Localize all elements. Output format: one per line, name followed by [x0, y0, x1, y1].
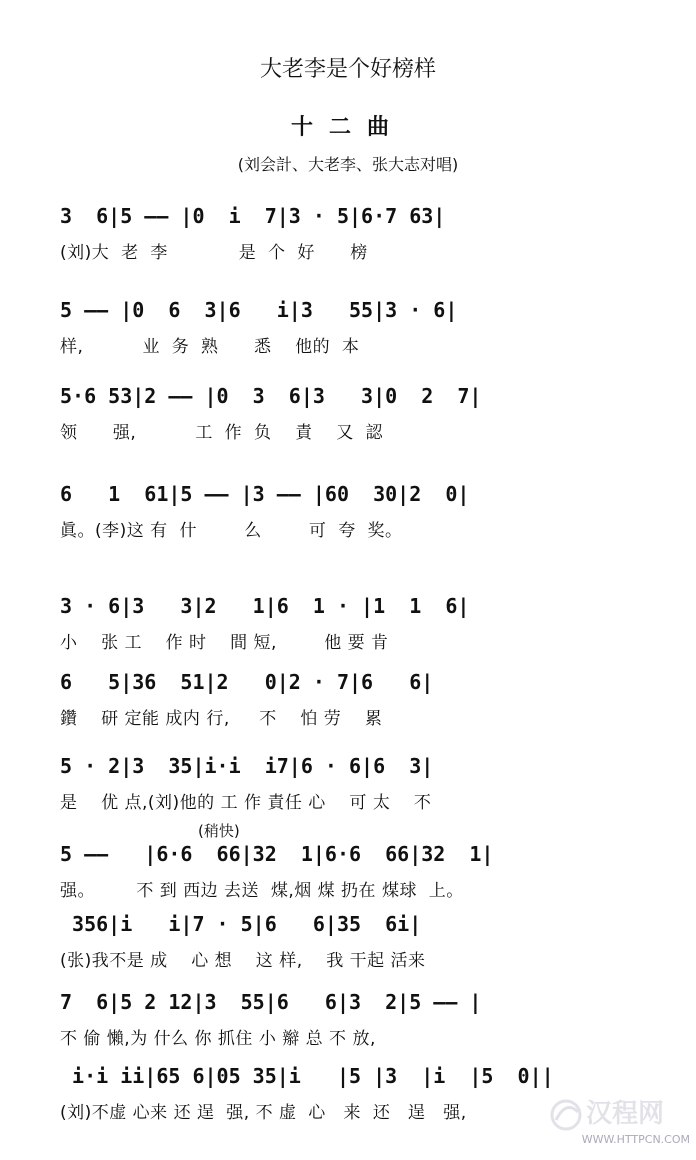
- lyrics-line: (刘)不虚 心来 还 逞 强, 不 虚 心 来 还 逞 强,: [60, 1103, 467, 1123]
- notation-line: 5 —— |6·6 66|32 1|6·6 66|32 1|: [60, 842, 494, 866]
- lyrics-line: 小 张 工 作 时 間 短, 他 要 肯: [60, 633, 389, 653]
- lyrics-line: 是 优 点,(刘)他的 工 作 責任 心 可 太 不: [60, 793, 432, 813]
- performers: (刘会計、大老李、张大志对唱): [237, 155, 459, 174]
- lyrics-line: (刘)大 老 李 是 个 好 榜: [60, 243, 368, 263]
- title: 大老李是个好榜样: [259, 57, 436, 82]
- lyrics-line: 眞。(李)这 有 什 么 可 夸 奖。: [60, 521, 403, 541]
- notation-line: i·i ii|65 6|05 35|i |5 |3 |i |5 0||: [60, 1064, 554, 1088]
- lyrics-line: 领 强, 工 作 负 責 又 認: [60, 423, 384, 443]
- lyrics-line: 鑽 研 定能 成内 行, 不 怕 劳 累: [60, 709, 383, 729]
- watermark-url: WWW.HTTPCN.COM: [581, 1133, 690, 1146]
- lyrics-line: 样, 业 务 熟 悉 他的 本: [60, 337, 360, 357]
- subtitle: 十二曲: [290, 114, 405, 140]
- notation-line: 3 · 6|3 3|2 1|6 1 · |1 1 6|: [60, 594, 470, 618]
- notation-line: 5 —— |0 6 3|6 i|3 55|3 · 6|: [60, 298, 458, 322]
- notation-line: 3 6|5 —— |0 i 7|3 · 5|6·7 63|: [60, 204, 446, 228]
- lyrics-line: (张)我不是 成 心 想 这 样, 我 干起 活来: [60, 951, 426, 971]
- notation-line: 356|i i|7 · 5|6 6|35 6i|: [60, 912, 422, 936]
- notation-line: 5 · 2|3 35|i·i i7|6 · 6|6 3|: [60, 754, 434, 778]
- notation-line: 6 1 61|5 —— |3 —— |60 30|2 0|: [60, 482, 470, 506]
- notation-line: 6 5|36 51|2 0|2 · 7|6 6|: [60, 670, 434, 694]
- lyrics-line: 强。 不 到 西边 去送 煤,烟 煤 扔在 煤球 上。: [60, 881, 464, 901]
- notation-line: 5·6 53|2 —— |0 3 6|3 3|0 2 7|: [60, 384, 482, 408]
- notation-line: 7 6|5 2 12|3 55|6 6|3 2|5 —— |: [60, 990, 482, 1014]
- lyrics-line: 不 偷 懶,为 什么 你 抓住 小 辮 总 不 放,: [60, 1029, 376, 1049]
- watermark-text: 汉程网: [586, 1099, 665, 1129]
- tempo-mark: (稍快): [198, 822, 240, 840]
